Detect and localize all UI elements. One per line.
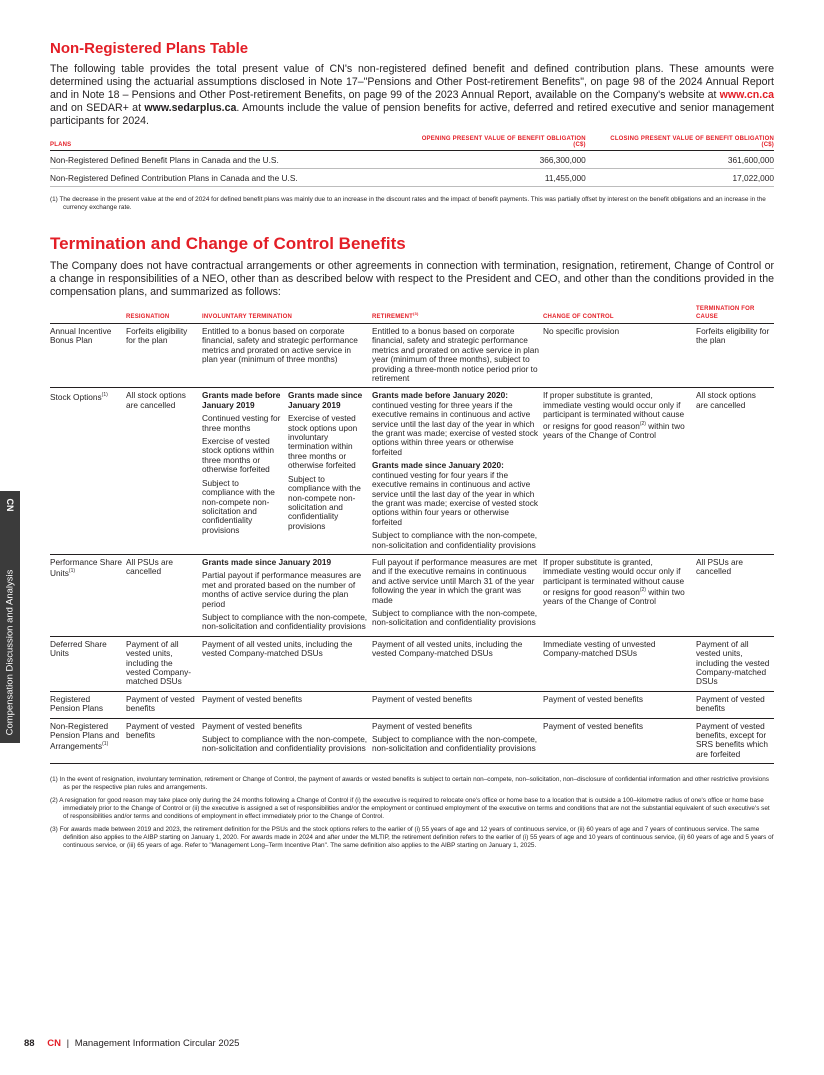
sedar-link[interactable]: www.sedarplus.ca bbox=[144, 102, 237, 114]
table-row: Non-Registered Defined Contribution Plans in Canada and the U.S. 11,455,000 17,022,000 bbox=[50, 169, 774, 187]
col-closing: CLOSING PRESENT VALUE OF BENEFIT OBLIGATION (C$) bbox=[586, 136, 774, 151]
sidebar-section-label: Compensation Discussion and Analysis bbox=[4, 569, 16, 736]
footer-doc-title: Management Information Circular 2025 bbox=[74, 1038, 240, 1049]
cn-website-link[interactable]: www.cn.ca bbox=[719, 89, 774, 101]
col-opening: OPENING PRESENT VALUE OF BENEFIT OBLIGATION (C$) bbox=[398, 136, 586, 151]
page-number: 88 bbox=[24, 1038, 35, 1049]
page-footer bbox=[24, 1038, 239, 1049]
nonregistered-plans-table bbox=[50, 136, 774, 187]
termination-table bbox=[50, 305, 774, 764]
section-title-termination: Termination and Change of Control Benefits bbox=[50, 234, 406, 253]
row-nonregistered-pension: Non-Registered Pension Plans and Arrangements$^{(1)}$ Payment of vested benefits Payment of vested benefits Subject to compliance with the non-compete, non-solicitation and confidentiality provisions Payment of vested benefits Subject to compliance with the non-compete, non-solicitation and confidentiality provisions Payment of vested benefits Payment of vested benefits, except for SRS benefits which are forfeited bbox=[50, 718, 774, 764]
sidebar-logo: CN bbox=[5, 498, 15, 512]
footer-brand: CN bbox=[47, 1038, 61, 1049]
termination-footnotes bbox=[50, 776, 774, 850]
nonregistered-footnote: (1) The decrease in the present value at the end of 2024 for defined benefit plans was mainly due to an increase in the discount rates and the impact of benefit payments. This was partially offset by interest on the benefit obligations and an increase in the currency exchange rate. bbox=[50, 196, 766, 211]
col-change-of-control: CHANGE OF CONTROL bbox=[543, 305, 696, 324]
page-content bbox=[50, 40, 774, 855]
row-registered-pension: Registered Pension Plans Payment of vested benefits Payment of vested benefits Payment of vested benefits Payment of vested benefits Payment of vested benefits bbox=[50, 691, 774, 718]
col-retirement: RETIREMENT$^{(3)}$ bbox=[372, 305, 543, 324]
row-stock-options: Stock Options$^{(1)}$ All stock options are cancelled Grants made before January 2019 Continued vesting for three months Exercise of vested stock options within three months or otherwise forfeited Subject to compliance with the non-compete non-solicitation and confidentiality provisions Grants made since January 2019 Exercise of vested stock options upon involuntary termination within three months or otherwise forfeited Subject to compliance with the non-compete non-solicitation and confidentiality provisions Grants made before January 2020: continued vesting for three years if the executive remains in continuous and active service until the last day of the year in which the grant was made; exercise of vested stock options within three years or otherwise forfeited Grants made since January 2020: continued vesting for four years if the executive remains in continuous and active service until the last day of the year in which the grant was made; exercise of vested stock options within four years or otherwise forfeited Subject to compliance with the non-compete, non-solicitation and confidentiality provisions If proper substitute is granted, immediate vesting would occur only if participant is terminated without cause or resigns for good reason$^{(2)}$ within two years of the Change of Control All stock options are cancelled bbox=[50, 388, 774, 555]
footnote-1: (1) In the event of resignation, involuntary termination, retirement or Change of Control, the payment of awards or vested benefits is subject to certain non–compete, non–solicitation, non–disclosure of confidential information and other restrictive provisions as per the respective plan rules and arrangements. bbox=[50, 776, 769, 792]
col-cause: TERMINATION FOR CAUSE bbox=[696, 305, 774, 324]
col-involuntary: INVOLUNTARY TERMINATION bbox=[202, 305, 372, 324]
termination-intro: The Company does not have contractual arrangements or other agreements in connection with termination, resignation, retirement, Change of Control or a change in responsibilities of a NEO, other than as described below with respect to the President and CEO, and other than the conditions provided in the compensation plans, and summarized as follows: bbox=[50, 260, 774, 298]
table-row: Non-Registered Defined Benefit Plans in Canada and the U.S. 366,300,000 361,600,000 bbox=[50, 151, 774, 169]
section-title-nonregistered: Non-Registered Plans Table bbox=[50, 40, 249, 57]
row-aibp: Annual Incentive Bonus Plan Forfeits eligibility for the plan Entitled to a bonus based on corporate financial, safety and strategic performance metrics and prorated on active service in plan year (minimum of three months) Entitled to a bonus based on corporate financial, safety and strategic performance metrics and prorated on active service in plan year (minimum of three months), subject to providing a three-month notice period prior to retirement No specific provision Forfeits eligibility for the plan bbox=[50, 324, 774, 388]
col-resignation: RESIGNATION bbox=[126, 305, 202, 324]
row-psu: Performance Share Units$^{(1)}$ All PSUs are cancelled Grants made since January 2019 Partial payout if performance measures are met and prorated based on the number of months of active service during the plan period Subject to compliance with the non-compete, non-solicitation and confidentiality provisions Full payout if performance measures are met and if the executive remains in continuous and active service until March 31 of the year following the year in which the grant was made Subject to compliance with the non-compete, non-solicitation and confidentiality provisions If proper substitute is granted, immediate vesting would occur only if participant is terminated without cause or resigns for good reason$^{(2)}$ within two years of the Change of Control All PSUs are cancelled bbox=[50, 554, 774, 636]
footer-separator: | bbox=[66, 1038, 70, 1049]
nonregistered-intro: The following table provides the total present value of CN's non-registered defined benefit and defined contribution plans. These amounts were determined using the actuarial assumptions disclosed in Note 17–"Pensions and Other Post-retirement Benefits", on page 98 of the 2024 Annual Report and in Note 18 – Pensions and Other Post-retirement Benefits, on page 99 of the 2023 Annual Report, available on the Company's website at www.cn.ca and on SEDAR+ at www.sedarplus.ca. Amounts include the value of pension benefits for active, deferred and retired executive and senior management participants for 2024. bbox=[50, 63, 774, 127]
row-dsu: Deferred Share Units Payment of all vested units, including the vested Company-matched DSUs Payment of all vested units, including the vested Company-matched DSUs Payment of all vested units, including the vested Company-matched DSUs Immediate vesting of unvested Company-matched DSUs Payment of all vested units, including the vested Company-matched DSUs bbox=[50, 636, 774, 691]
footnote-3: (3) For awards made between 2019 and 2023, the retirement definition for the PSUs and the stock options refers to the earlier of (i) 55 years of age and 12 years of continuous service, or (ii) 60 years of age and 7 years of continuous service. The same definition also applies to the AIBP starting on January 1, 2020. For awards made in 2024 and after under the MLTIP, the retirement definition refers to the earlier of (i) 55 years of age and 10 years of continuous service, (ii) 60 years of age and 5 years of continuous service, or (iii) 65 years of age. Refer to "Management Long–Term Incentive Plan". The same definition also applies to the AIBP starting on January 1, 2025. bbox=[50, 826, 774, 850]
footnote-2: (2) A resignation for good reason may take place only during the 24 months following a Change of Control if (i) the executive is required to relocate one's office or home base to a location that is outside a 100–kilometre radius of one's office or home base immediately prior to the Change of Control or (ii) the executive is assigned a set of responsibilities and/or the employment or continued employment of the executive on terms and conditions that are not the substantial equivalent of such executive's set of responsibilities and/or terms and conditions of employment in effect immediately prior to the Change of Control. bbox=[50, 797, 770, 821]
col-plans: PLANS bbox=[50, 136, 398, 151]
col-plan bbox=[50, 305, 126, 324]
